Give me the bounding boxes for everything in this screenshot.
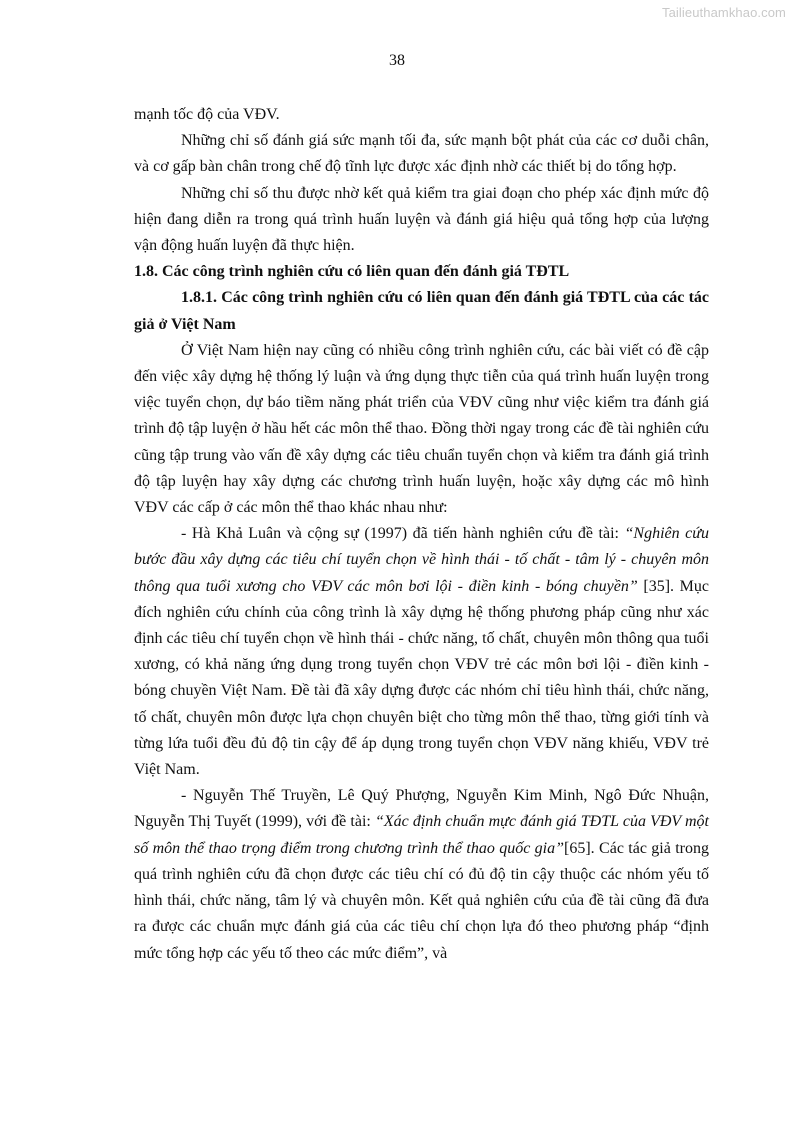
text-run: - Nguyễn Thế Truyền, Lê Quý Phượng, Nguyễn Kim Minh, Ngô Đức Nhuận, Nguyễn Thị Tuyết (1999), với đề tài:	[134, 787, 709, 831]
paragraph: Những chỉ số thu được nhờ kết quả kiểm tra giai đoạn cho phép xác định mức độ hiện đang diễn ra trong quá trình huấn luyện và đánh giá hiệu quả tổng hợp của lượng vận động huấn luyện đã thực hiện.	[134, 184, 709, 255]
text-run: - Hà Khả Luân và cộng sự (1997) đã tiến hành nghiên cứu đề tài:	[181, 525, 625, 543]
paragraph	[134, 783, 709, 966]
paragraph	[134, 521, 709, 783]
document-body	[134, 102, 709, 967]
watermark: Tailieuthamkhao.com	[661, 5, 786, 20]
text-run: [35]. Mục đích nghiên cứu chính của công trình là xây dựng hệ thống phương pháp cũng như xác định các tiêu chí tuyển chọn về hình thái - chức năng, tố chất, chuyên môn thông qua tuổi xương, có khả năng ứng dụng trong tuyển chọn VĐV trẻ các môn bơi lội - điền kinh - bóng chuyền Việt Nam. Đề tài đã xây dựng được các nhóm chỉ tiêu hình thái, chức năng, tố chất, chuyên môn được lựa chọn chuyên biệt cho từng môn thể thao, từng giới tính và từng lứa tuổi đều đủ độ tin cậy để áp dụng trong tuyển chọn VĐV năng khiếu, VĐV trẻ Việt Nam.	[134, 577, 710, 779]
italic-title: “Nghiên cứu bước đầu xây dựng các tiêu chí tuyển chọn về hình thái - tố chất - tâm lý - chuyên môn thông qua tuổi xương cho VĐV các môn bơi lội - điền kinh - bóng chuyền”	[134, 525, 710, 595]
paragraph: Ở Việt Nam hiện nay cũng có nhiều công trình nghiên cứu, các bài viết có đề cập đến việc xây dựng hệ thống lý luận và ứng dụng thực tiễn của quá trình huấn luyện trong việc tuyển chọn, dự báo tiềm năng phát triển của VĐV cũng như việc kiểm tra đánh giá trình độ tập luyện ở hầu hết các môn thể thao. Đồng thời ngay trong các đề tài nghiên cứu cũng tập trung vào vấn đề xây dựng các tiêu chuẩn tuyển chọn và kiểm tra đánh giá trình độ tập luyện hay xây dựng các chương trình huấn luyện, hoặc xây dựng các mô hình VĐV các cấp ở các môn thể thao khác nhau như:	[134, 341, 709, 517]
paragraph: Những chỉ số đánh giá sức mạnh tối đa, sức mạnh bột phát của các cơ duỗi chân, và cơ gấp bàn chân trong chế độ tĩnh lực được xác định nhờ các thiết bị do tổng hợp.	[134, 132, 709, 176]
text-run: [65]. Các tác giả trong quá trình nghiên cứu đã chọn được các tiêu chí có đủ độ tin cậy thuộc các nhóm yếu tố hình thái, chức năng, tâm lý và chuyên môn. Kết quả nghiên cứu của đề tài cũng đã đưa ra được các chuẩn mực đánh giá của các tiêu chí chọn lựa đó theo phương pháp “định mức tổng hợp các yếu tố theo các mức điểm”, và	[134, 839, 710, 962]
subsection-heading: 1.8.1. Các công trình nghiên cứu có liên quan đến đánh giá TĐTL của các tác giả ở Việt Nam	[134, 289, 709, 333]
page-number: 38	[389, 52, 405, 69]
italic-title: “Xác định chuẩn mực đánh giá TĐTL của VĐV một số môn thể thao trọng điểm trong chương trình thể thao quốc gia”	[134, 813, 709, 857]
paragraph: mạnh tốc độ của VĐV.	[134, 106, 280, 123]
section-heading: 1.8. Các công trình nghiên cứu có liên quan đến đánh giá TĐTL	[134, 263, 570, 281]
